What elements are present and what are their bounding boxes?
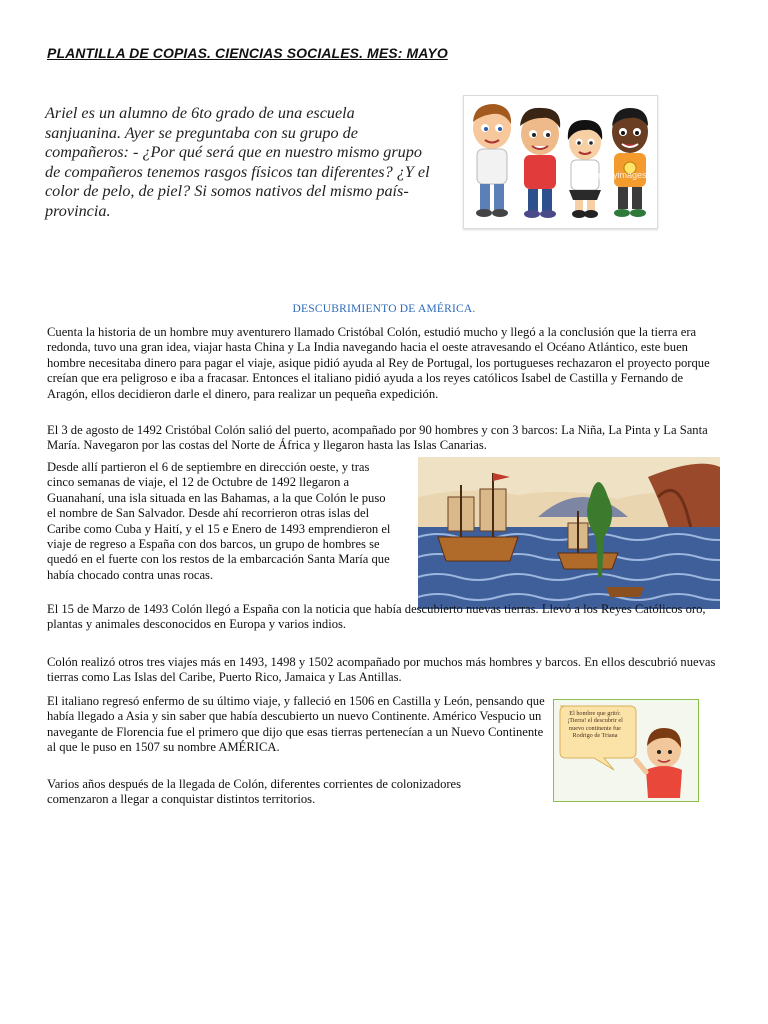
svg-text:gettyimages: gettyimages	[598, 170, 647, 180]
ships-painting	[418, 457, 720, 609]
paragraph-6: El italiano regresó enfermo de su último viaje, y falleció en 1506 en Castilla y León, pensando que había llegado a Asia y sin saber que había descubierto un nuevo Continente. Américo Vespucio un navegante de Florencia fue el primero que dijo que esas tierras pertenecían a un Nuevo Continente al que le puso en 1507 su nombre AMÉRICA.	[47, 694, 545, 755]
paragraph-4: El 15 de Marzo de 1493 Colón llegó a España con la noticia que había descubierto nuevas tierras. Llevó a los Reyes Católicos oro, plantas y animales desconocidos en Europa y varios indios.	[47, 602, 706, 632]
intro-paragraph: Ariel es un alumno de 6to grado de una escuela sanjuanina. Ayer se preguntaba con su grupo de compañeros: - ¿Por qué será que en nuestro mismo grupo de compañeros tenemos rasgos físicos tan diferentes? ¿Y el color de pelo, de piel? Si somos nativos del mismo país-provincia.	[45, 104, 430, 220]
document-title: PLANTILLA DE COPIAS. CIENCIAS SOCIALES. MES: MAYO	[47, 45, 448, 61]
section-title: DESCUBRIMIENTO DE AMÉRICA.	[292, 303, 476, 315]
children-cartoon-icon	[464, 96, 657, 228]
paragraph-3: Desde allí partieron el 6 de septiembre en dirección oeste, y tras cinco semanas de viaje, el 12 de Octubre de 1492 llegaron a Guanahaní, una isla situada en las Bahamas, a la que Colón le puso el nombre de San Salvador. Desde ahí recorrieron otras islas del Caribe como Cuba y Haití, y el 15 e Enero de 1493 emprendieron el viaje de regreso a España con dos barcos, un grupo de hombres se quedó en el fuerte con los restos de la embarcación Santa María que había chocado contra unas rocas.	[47, 460, 391, 582]
paragraph-7: Varios años después de la llegada de Colón, diferentes corrientes de colonizadores comenzaron a llegar a conquistar distintos territorios.	[47, 777, 462, 807]
paragraph-5: Colón realizó otros tres viajes más en 1493, 1498 y 1502 acompañado por muchos más hombres y barcos. En ellos descubrió nuevas tierras como Las Islas del Caribe, Puerto Rico, Jamaica y Las Antillas.	[47, 655, 716, 685]
speech-bubble-illustration	[553, 699, 699, 802]
paragraph-1: Cuenta la historia de un hombre muy aventurero llamado Cristóbal Colón, estudió mucho y llegó a la conclusión que la tierra era redonda, tuvo una gran idea, viajar hasta China y La India navegando hacia el oeste atravesando el Océano Atlántico, este buen hombre necesitaba dinero para pagar el viaje, asique pidió ayuda al Rey de Portugal, los portugueses rechazaron el proyecto porque creían que era peligroso e iba a fracasar. Entonces el italiano pidió ayuda a los reyes católicos Isabel de Castilla y Fernando de Aragón, ellos decidieron darle el dinero, para realizar un pequeña expedición.	[47, 325, 710, 401]
speech-bubble-text: El hombre que gritó: ¡Tierra! el descubrir el nuevo continente fue Rodrigo de Triana	[567, 710, 623, 740]
paragraph-2: El 3 de agosto de 1492 Cristóbal Colón salió del puerto, acompañado por 90 hombres y con 3 barcos: La Niña, La Pinta y La Santa María. Navegaron por las costas del Norte de África y llegaron hasta las Islas Canarias.	[47, 423, 708, 453]
children-illustration	[463, 95, 658, 229]
caravel-ship-icon	[418, 457, 720, 609]
